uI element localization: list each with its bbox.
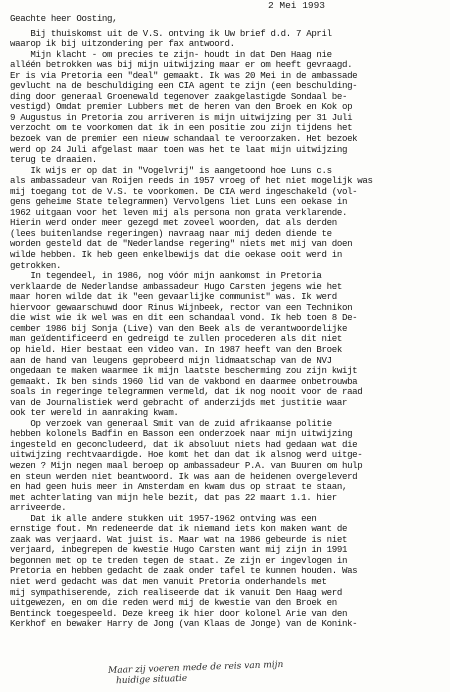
body-line: Mijn klacht - om precies te zijn- houdt in dat Den Haag nie bbox=[10, 49, 332, 60]
body-line: zaak was verjaard. Wat juist is. Maar wat na 1986 gebeurde is niet bbox=[10, 534, 348, 545]
body-line: aan de hand van leugens geprobeerd mijn lidmaatschap van de NVJ bbox=[10, 355, 332, 366]
body-line: ongedaan te maken waarmee ik mijn laatste bescherming zou zijn kwijt bbox=[10, 366, 358, 377]
letter-date: 2 Mei 1993 bbox=[268, 0, 326, 11]
body-line: ernstige fout. Mn redeneerde dat ik niemand iets kon maken want de bbox=[10, 524, 348, 535]
body-line: die wist wie ik wel was en dit een schandaal vond. Ik heb toen 8 De- bbox=[10, 313, 358, 324]
body-line: ding door generaal Groenewald tegenover zaakgelastigde Sondaal be- bbox=[10, 91, 348, 102]
body-line: Op verzoek van generaal Smit van de zuid afrikaanse politie bbox=[10, 418, 332, 429]
handwritten-line-2: huidige situatie bbox=[115, 673, 188, 687]
body-line: Er is via Pretoria een "deal" gemaakt. Ik was 20 Mei in de ambassade bbox=[10, 70, 358, 81]
body-line: mij toegang tot de V.S. te voorkomen. De CIA werd ingeschakeld (vol- bbox=[10, 186, 358, 197]
body-line: hiervoor gewaarschuwd door Rinus Wijnbeek, rector van een Technikon bbox=[10, 302, 353, 313]
body-line: Ik wijs er op dat in "Vogelvrij" is aangetoond hoe Luns c.s bbox=[10, 165, 332, 176]
body-line: begonnen met op te treden tegen de staat. Ze zijn er ingevlogen in bbox=[10, 555, 348, 566]
body-line: getrokken. bbox=[10, 260, 62, 271]
body-line: verzocht om te voorkomen dat ik in een positie zou zijn tijdens het bbox=[10, 123, 353, 134]
body-line: van de Journalistiek werd gebracht of anderzijds met justitie waar bbox=[10, 397, 348, 408]
body-line: werd op 24 Juli afgelast maar toen was het te laat mijn uitwijzing bbox=[10, 144, 348, 155]
salutation: Geachte heer Oosting, bbox=[10, 14, 118, 24]
body-line: 1962 uitgaan voor het leven mij als persona non grata verklarende. bbox=[10, 207, 348, 218]
body-line: uitwijzing rechtvaardigde. Hoe komt het dan dat ik alsnog werd uitge- bbox=[10, 450, 363, 461]
letter-body bbox=[10, 14, 448, 630]
handwritten-note bbox=[107, 659, 408, 691]
body-line: verklaarde de Nederlandse ambassadeur Hugo Carsten jegens wie het bbox=[10, 281, 342, 292]
body-line: ingesteld en geconcludeerd, dat ik absoluut niets had gedaan wat die bbox=[10, 439, 358, 450]
body-line: cember 1986 bij Sonja (Live) van den Beek als de verantwoordelijke bbox=[10, 323, 348, 334]
body-line: uitgewezen, en om die reden werd mij de kwestie van den Broek en bbox=[10, 598, 337, 609]
body-line: niet werd gedacht was dat men vanuit Pretoria onderhandels met bbox=[10, 576, 327, 587]
body-line: en steun werden niet beantwoord. Ik was aan de heidenen overgeleverd bbox=[10, 471, 358, 482]
body-line: mij sympathiserende, zich realiseerde dat ik vanuit Den Haag werd bbox=[10, 587, 342, 598]
letter-lines bbox=[10, 29, 448, 630]
body-line: arriveerde. bbox=[10, 503, 67, 514]
body-line: worden gesteld dat de "Nederlandse regering" niets met mij van doen bbox=[10, 239, 353, 250]
body-line: alléén betrokken was bij mijn uitwijzing maar er om heeft gevraagd. bbox=[10, 60, 353, 71]
body-line: Bij thuiskomst uit de V.S. ontving ik Uw brief d.d. 7 April bbox=[10, 28, 332, 39]
body-line: 9 Augustus in Pretoria zou arriveren is mijn uitwijzing per 31 Juli bbox=[10, 112, 353, 123]
body-line: waarop ik bij uitzondering per fax antwoord. bbox=[10, 39, 235, 50]
body-line: soals in regeringe telegrammen vermeld, dat ik nog nooit voor de raad bbox=[10, 387, 363, 398]
body-line: vestigd) Omdat premier Lubbers met de heren van den Broek en Kok op bbox=[10, 102, 353, 113]
body-line: Kerkhof en bewaker Harry de Jong (van Klaas de Jonge) van de Konink- bbox=[10, 619, 358, 630]
body-line: gemaakt. Ik ben sinds 1960 lid van de vakbond en daarmee onbetrouwba bbox=[10, 376, 358, 387]
body-line: terug te draaien. bbox=[10, 155, 97, 166]
body-line: ook ter wereld in aanraking kwam. bbox=[10, 408, 179, 419]
body-line: en had geen huis meer in Amsterdam en kwam dus op straat te staan, bbox=[10, 482, 348, 493]
body-line: (lees buitenlandse regeringen) navraag naar mij deden diende te bbox=[10, 228, 332, 239]
body-line: wilde hebben. Ik heb geen enkelbewijs dat die oekase ooit werd in bbox=[10, 250, 342, 261]
body-line: In tegendeel, in 1986, nog vóór mijn aankomst in Pretoria bbox=[10, 271, 322, 282]
body-line: maar horen wilde dat ik "een gevaarlijke communist" was. Ik werd bbox=[10, 292, 337, 303]
body-line: als ambassadeur van Roijen reeds in 1957 vroeg of het niet mogelijk was bbox=[10, 176, 373, 187]
body-line: gevlucht na de beschuldiging een CIA agent te zijn (een beschulding- bbox=[10, 81, 358, 92]
body-line: Hierin werd onder meer gezegd met zoveel woorden, dat als derden bbox=[10, 218, 337, 229]
body-line: Pretoria en hebben gedacht de zaak onder tafel te kunnen houden. Was bbox=[10, 566, 358, 577]
body-line: hebben kolonels Badfin en Basson een onderzoek naar mijn uitwijzing bbox=[10, 429, 353, 440]
body-line: op hield. Hier bestaat een video van. In 1987 heeft van den Broek bbox=[10, 344, 342, 355]
handwritten-line-1: Maar zij voeren mede de reis van mijn bbox=[107, 659, 284, 677]
body-line: bezoek van de premier een nieuw schandaal te veroorzaken. Het bezoek bbox=[10, 134, 358, 145]
body-line: gens geheime State telegrammen) Vervolgens liet Luns een oekase in bbox=[10, 197, 348, 208]
body-line: Bentinck toegespeeld. Deze kreeg ik hier door kolonel Arie van den bbox=[10, 608, 348, 619]
body-line: wezen ? Mijn negen maal beroep op ambassadeur P.A. van Buuren om hulp bbox=[10, 460, 363, 471]
body-line: man geïdentificeerd en gedreigd te zullen procederen als dit niet bbox=[10, 334, 342, 345]
body-line: verjaard, inbegrepen de kwestie Hugo Carsten want mij zijn in 1991 bbox=[10, 545, 348, 556]
body-line: Dat ik alle andere stukken uit 1957-1962 ontving was een bbox=[10, 513, 317, 524]
body-line: met achterlating van mijn hele bezit, dat pas 22 maart 1.1. hier bbox=[10, 492, 337, 503]
